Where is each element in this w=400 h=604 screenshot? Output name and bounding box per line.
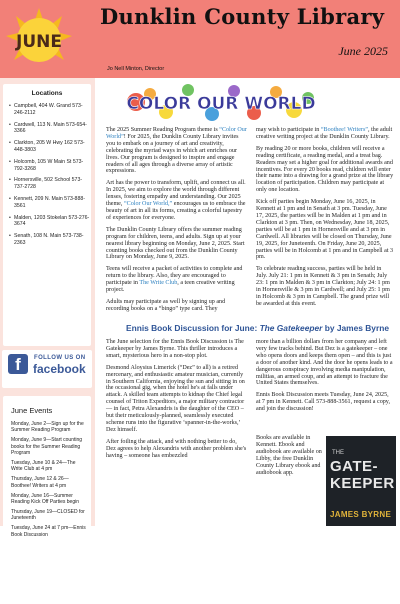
article-paragraph <box>256 266 394 307</box>
article-paragraph <box>106 299 248 313</box>
ennis-column-1 <box>106 339 248 465</box>
event-item: Monday, June 16—Summer Reading Kick Off Parties begin <box>11 492 80 506</box>
article-text: , a teen creative writing project. <box>106 280 235 294</box>
article-paragraph <box>256 127 394 141</box>
article-text: may wish to participate in <box>256 127 321 133</box>
banner-text: COLOR OUR WORLD <box>126 94 316 114</box>
event-item: Monday, June 2—Sign up for the Summer Reading Program <box>11 421 84 434</box>
article-text: Teens will receive a packet of activities to complete and return to the library. Also, they are encouraged to participate in <box>106 266 243 287</box>
article-text: The Dunklin County Library offers the summer reading program for children, teens, and adults. Sign up at your nearest library beginning on Monday, June 2, 2025. Start counting books checked out from the Dunklin County Library on Monday, June 9, 2025. <box>106 226 245 261</box>
article-paragraph <box>106 227 248 262</box>
ennis-column-2 <box>256 339 394 418</box>
ennis-paragraph: The June selection for the Ennis Book Discussion is The Gatekeeper by James Byrne. This thriller introduces a smart, mysterious hero in a non-stop plot. <box>106 339 244 359</box>
article-link[interactable]: “Color Our World,” <box>123 201 173 208</box>
location-item: • Holcomb, 105 W Main St 573-792-3268 <box>9 159 91 173</box>
location-item: • Cardwell, 113 N. Main 573-654-3366 <box>9 122 91 136</box>
article-link[interactable]: “Boothee! Writers” <box>320 127 369 133</box>
events-list <box>3 421 91 538</box>
ennis-heading-suffix: by James Byrne <box>322 323 389 333</box>
facebook-wordmark: facebook <box>33 362 86 376</box>
article-link[interactable]: The Write Club <box>139 280 178 287</box>
header-banner <box>0 0 400 78</box>
event-item: Monday, June 9—Start counting books for the Summer Reading Program <box>11 437 83 457</box>
facebook-follow-button[interactable] <box>2 350 92 388</box>
ennis-paragraph: Ennis Book Discussion meets Tuesday, June 24, 2025, at 7 pm in Kennett. Call 573-888-3561, request a copy, and join the discussion! <box>256 392 390 413</box>
director-byline: Jo Nell Minton, Director <box>107 66 165 72</box>
book-cover-the: THE <box>332 450 344 456</box>
article-paragraph <box>106 266 248 294</box>
locations-list <box>3 103 91 247</box>
article-text: Kick off parties begin Monday, June 16, 2025, in Kennett at 1 pm and in Senath at 3 pm. Tuesday, June 17, 2025, the parties will be in Malden at 1 pm and in Clarkton at 3 pm. Then, on Wednesday, June 18, 2025, parties will be at 1 pm in Hornersville and at 3 pm in Cardwell. All libraries will be closed on Thursday, June 19, 2025, for Juneteenth. On Friday, June 20, 2025, parties will be in Holcomb at 1 pm and in Campbell at 3 pm. <box>256 199 394 261</box>
article-text: ! For 2025, the Dunklin County Library invites you to embark on a journey of art and creativity, celebrating the myriad ways in which art enriches our lives. Our program is designed to inspire and engage readers of all ages through a diverse array of artistic expressions. <box>106 133 239 175</box>
ennis-heading-book: The Gatekeeper <box>259 323 323 333</box>
event-item: Thursday, June 19—CLOSED for Juneteenth <box>11 508 85 522</box>
article-paragraph <box>106 180 248 221</box>
book-cover-title: GATE-KEEPER <box>330 458 395 492</box>
article-paragraph <box>256 146 394 194</box>
locations-box <box>3 84 91 346</box>
article-text: , the adult creative writing project at the Dunklin County Library. <box>256 127 393 140</box>
newsletter-title: Dunklin County Library <box>100 4 385 29</box>
article-paragraph <box>256 199 394 261</box>
color-our-world-banner <box>126 82 316 122</box>
article-text: To celebrate reading success, parties will be held in July. July 21: 1 pm in Kennett & 3 pm in Senath; July 23: 1 pm in Malden & 3 pm in Clarkton; July 24: 1 pm in Hornersville & 3 pm in Cardwell; and July 25: 1 pm in Holcomb & 3 pm in Campbell. The grand prize will be awarded at this event. <box>256 266 390 307</box>
ennis-paragraph: Desmond Aloysius Limerick (“Dez” to all) is a retired mercenary, and enthusiastic amateur musician, currently in Southern California, enjoying the sun and sitting in on the occasional gig, when the hotel he's at falls under attack. A skilled team attempts to kidnap the Chief legal counsel of Triton Expeditors, a major military contractor — in fact, Petra Alexandris is the daughter of the CEO – but their meticulously-planned, seamlessly executed scheme runs into the figurative ‘spanner-in-the-works,’ Dez himself. <box>106 364 245 433</box>
article-paragraph <box>106 127 248 175</box>
ennis-heading <box>126 323 389 333</box>
ennis-paragraph: Books are available in Kennett. Ebook and audiobook are available on Libby, the free Dunklin County Library ebook and audiobook app. <box>256 435 322 476</box>
ennis-availability <box>256 435 326 481</box>
event-item: Tuesday, June 24 at 7 pm—Ennis Book Discussion <box>11 525 86 538</box>
article-text: encourages us to embrace the beauty of art in all its forms, creating a colorful tapestry of experiences for everyone. <box>106 201 246 221</box>
follow-us-label: FOLLOW US ON <box>34 355 86 361</box>
event-item: Thursday, June 12 & 26—Boothee! Writers at 4 pm <box>11 476 69 489</box>
article-link[interactable]: “Color Our World” <box>106 127 247 140</box>
article-column-1 <box>106 127 248 318</box>
article-text: Adults may participate as well by signing up and recording books on a “bingo” type card. They <box>106 298 226 312</box>
sidebar <box>0 78 95 538</box>
article-column-2 <box>256 127 394 313</box>
events-title: June Events <box>11 406 53 415</box>
book-cover-image <box>326 436 396 526</box>
location-item: • Kennett, 209 N. Main 573-888-3561 <box>9 196 91 210</box>
ennis-paragraph: After foiling the attack, and with nothing better to do, Dez agrees to help Alexandris with another problem she's having – someone has embezzled <box>106 438 247 459</box>
book-cover-author: JAMES BYRNE <box>330 510 392 519</box>
facebook-icon: f <box>8 354 28 374</box>
location-item: • Malden, 1203 Stokelan 573-276-3674 <box>9 215 91 229</box>
location-item: • Clarkton, 205 W Hwy 162 573-448-3803 <box>9 140 91 154</box>
locations-title: Locations <box>31 90 63 97</box>
article-text: The 2025 Summer Reading Program theme is <box>106 127 220 133</box>
location-item: • Campbell, 404 W. Grand 573-246-2112 <box>9 103 91 117</box>
ennis-heading-prefix: Ennis Book Discussion for June: <box>126 323 260 333</box>
article-text: Art has the power to transform, uplift, and connect us all. In 2025, we aim to explore the world through different lenses, fostering empathy and understanding. Our 2025 theme, <box>106 180 246 208</box>
ennis-paragraph: more than a billion dollars from her company and left very few tracks behind. But Dez is a gatekeeper – one who opens doors and keeps them open – and this is just a door of another kind. And the door he opens leads to a dangerous conspiracy involving media manipulation, militias, an armed coup, and an attempt to fracture the United States themselves. <box>256 339 393 387</box>
june-sun-logo <box>4 6 74 70</box>
event-item: Tuesday, June 10 & 24—The Write Club at 4 pm <box>11 460 76 473</box>
logo-text: JUNE <box>16 32 62 52</box>
events-box <box>3 396 91 604</box>
location-item: • Senath, 108 N. Main 573-738-2363 <box>9 233 91 247</box>
article-text: By reading 20 or more books, children will receive a reading certificate, a reading medal, and a treat bag. Readers may set a higher goal for additional awards and incentives. For every 20 books read, children will enter their name into a drawing for a grand prize at the library location of participation. Children may participate at only one location. <box>256 145 394 194</box>
issue-date: June 2025 <box>338 44 388 58</box>
location-item: • Hornersville, 502 School 573-737-2728 <box>9 177 91 191</box>
